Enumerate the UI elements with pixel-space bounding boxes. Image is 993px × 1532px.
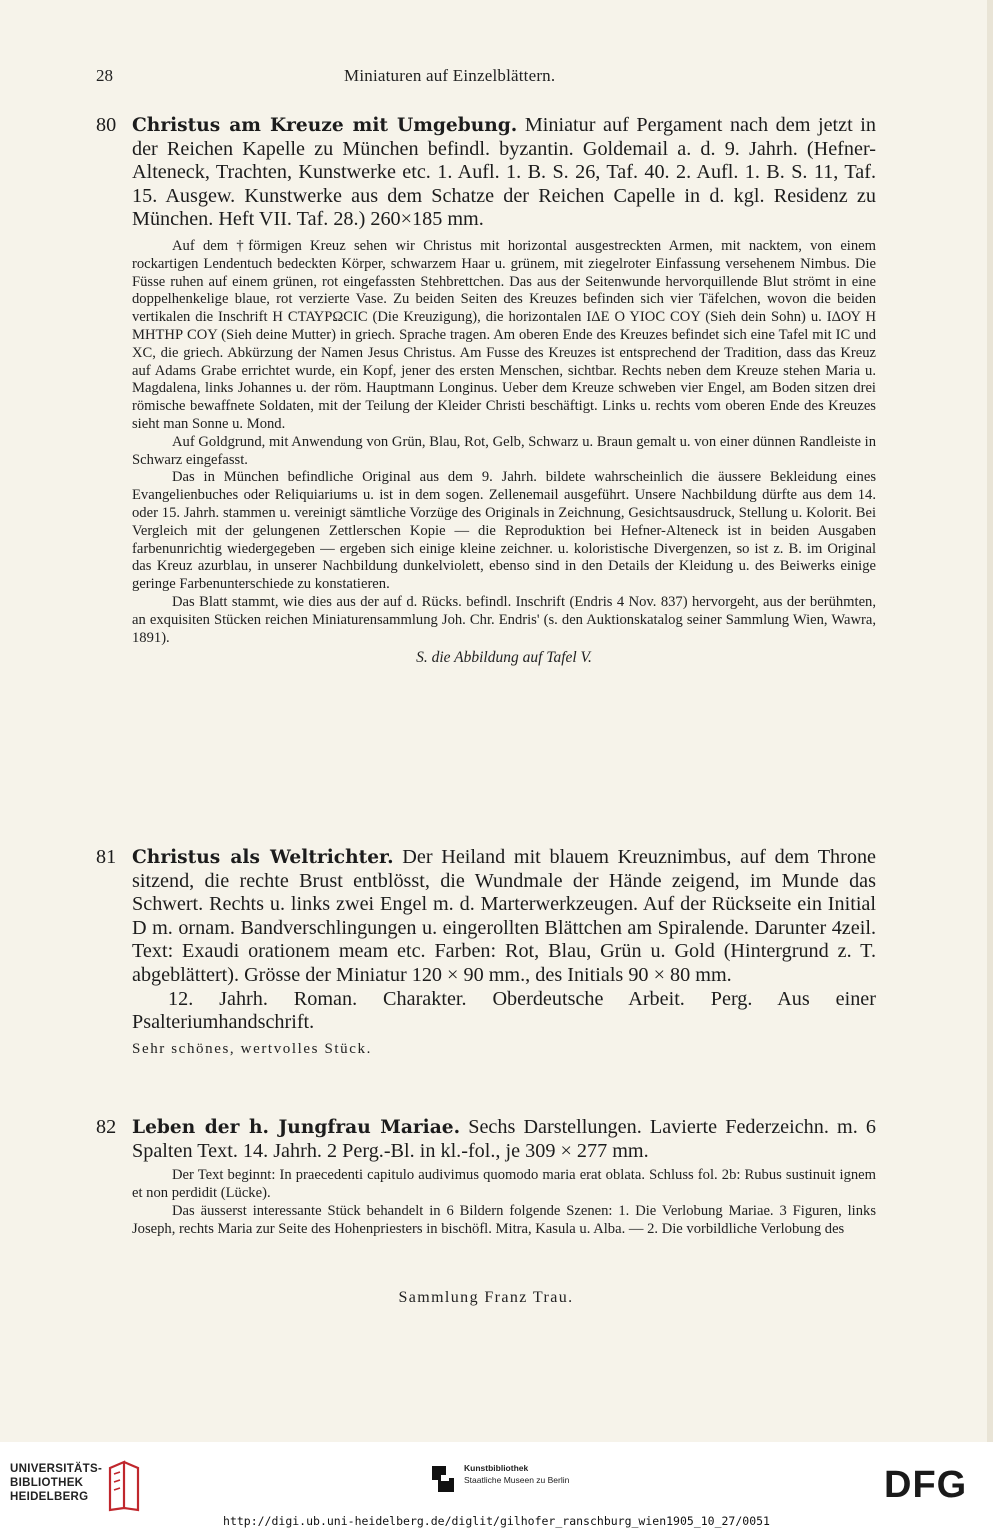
entry-number: 82 — [96, 1116, 117, 1138]
entry-note: Sehr schönes, wertvolles Stück. — [132, 1040, 372, 1057]
entry-intro: Der Heiland mit blauem Kreuznimbus, auf dem Throne sitzend, die rechte Brust entblösst, die Wundmale der Hände zeigend, im Munde das Schwert. Rechts u. links zwei Engel m. d. Marterwerkzeugen. Auf der Rückseite ein Initial D m. ornam. Bandverschlingungen u. eingerollten Blättchen am Spiralende. Darunter 4zeil. Text: Exaudi orationem meam etc. Farben: Rot, Blau, Grün u. Gold (Hintergrund z. T. abgeblättert). Grösse der Miniatur 120 × 90 mm., des Initials 90 × 80 mm. — [132, 846, 876, 986]
entry-title: Christus als Weltrichter. — [132, 847, 394, 868]
dfg-logo[interactable]: DFG — [884, 1464, 968, 1506]
page-number: 28 — [96, 66, 113, 85]
ub-logo-text: UNIVERSITÄTS- BIBLIOTHEK HEIDELBERG — [10, 1463, 103, 1503]
entry-80 — [96, 114, 876, 667]
entry-intro: Sechs Darstellungen. Lavierte Federzeichn. m. 6 Spalten Text. 14. Jahrh. 2 Perg.-Bl. in kl.-fol., je 309 × 277 mm. — [132, 1116, 876, 1162]
entry-title: Christus am Kreuze mit Umgebung. — [132, 115, 518, 136]
entry-number: 81 — [96, 846, 117, 868]
entry-number: 80 — [96, 114, 117, 136]
running-title: Miniaturen auf Einzelblättern. — [344, 66, 556, 85]
kb-subtitle: Staatliche Museen zu Berlin — [464, 1475, 570, 1485]
entry-description — [132, 238, 876, 647]
paragraph: Das Blatt stammt, wie dies aus der auf d. Rücks. befindl. Inschrift (Endris 4 Nov. 837) hervorgeht, aus der berühmten, an exquisiten Stücken reichen Miniaturensammlung Joh. Chr. Endris' (s. den Auktionskatalog seiner Sammlung Wien, Wawra, 1891). — [132, 593, 876, 646]
kb-logo-mark-icon — [430, 1464, 458, 1494]
paragraph: Auf dem †förmigen Kreuz sehen wir Christus mit horizontal ausgestreckten Armen, mit nacktem, von einem rockartigen Lendentuch bedeckten Körper, schwarzem Haar u. grünem, mit ziegelroter Einfassung versehenem Nimbus. Die Füsse ruhen auf einem grünen, rot eingefassten Stehbrettchen. Das aus der Seitenwunde hervorquillende Blut strömt in eine doppelhenkelige blaue, rot verzierte Vase. Zu beiden Seiten des Kreuzes befinden sich vier Täfelchen, wovon die beiden vertikalen die Inschrift Η CΤΑΥΡΩCΙC (Die Kreuzigung), die horizontalen ΙΔΕ Ο ΥΙΟC COΥ (Sieh dein Sohn) u. ΙΔΟΥ Η ΜΗΤΗΡ COΥ (Sieh deine Mutter) in griech. Sprache tragen. Am oberen Ende des Kreuzes befindet sich eine Tafel mit ΙC und ΧC, die griech. Abkürzung der Namen Jesus Christus. Am Fusse des Kreuzes ist entsprechend der Tradition, dass das Kreuz auf Adams Grabe errichtet wurde, ein Kopf, jener des ersten Menschen, sichtbar. Rechts neben dem Kreuze stehen Maria u. Magdalena, links Johannes u. der röm. Hauptmann Longinus. Ueber dem Kreuze schweben vier Engel, am Boden sitzen drei römische bewaffnete Soldaten, mit der Teilung der Kleider Christi beschäftigt. Links u. rechts vom oberen Ende des Kreuzes sieht man Sonne u. Mond. — [132, 237, 876, 432]
kunstbibliothek-logo[interactable] — [430, 1460, 630, 1500]
digitization-footer — [0, 1442, 993, 1532]
entry-82 — [96, 1116, 876, 1238]
ub-logo-mark-icon — [106, 1458, 146, 1514]
collection-line: Sammlung Franz Trau. — [398, 1289, 574, 1306]
entry-dating: 12. Jahrh. Roman. Charakter. Oberdeutsche Arbeit. Perg. Aus einer Psalteriumhandschrift. — [132, 987, 876, 1034]
entry-title: Leben der h. Jungfrau Mariae. — [132, 1117, 461, 1138]
kb-name: Kunstbibliothek — [464, 1463, 529, 1473]
plate-reference: S. die Abbildung auf Tafel V. — [416, 649, 592, 667]
entry-81 — [96, 846, 876, 1058]
paragraph: Das äusserst interessante Stück behandelt in 6 Bildern folgende Szenen: 1. Die Verlobung Mariae. 3 Figuren, links Joseph, rechts Maria zur Seite des Hohenpriesters in bischöfl. Mitra, Kasula u. Alba. — 2. Die vorbildliche Verlobung des — [132, 1202, 876, 1237]
ub-heidelberg-logo[interactable] — [10, 1458, 150, 1514]
entry-description — [132, 1167, 876, 1238]
paragraph: Auf Goldgrund, mit Anwendung von Grün, Blau, Rot, Gelb, Schwarz u. Braun gemalt u. von einer dünnen Randleiste in Schwarz eingefasst. — [132, 433, 876, 468]
paragraph: Der Text beginnt: In praecedenti capitulo audivimus quomodo maria erat oblata. Schluss fol. 2b: Rubus sustinuit ignem et non perdidit (Lücke). — [132, 1167, 876, 1201]
permalink-url[interactable]: http://digi.ub.uni-heidelberg.de/diglit/gilhofer_ranschburg_wien1905_10_27/0051 — [223, 1514, 770, 1528]
entry-intro: Miniatur auf Pergament nach dem jetzt in der Reichen Kapelle zu München befindl. byzantin. Goldemail a. d. 9. Jahrh. (Hefner-Alteneck, Trachten, Kunstwerke etc. 1. Aufl. 1. B. S. 26, Taf. 40. 2. Aufl. 1. B. S. 11, Taf. 15. Ausgew. Kunstwerke aus dem Schatze der Reichen Capelle in d. kgl. Residenz zu München. Heft VII. Taf. 28.) 260×185 mm. — [132, 114, 877, 231]
paragraph: Das in München befindliche Original aus dem 9. Jahrh. bildete wahrscheinlich die äussere Bekleidung eines Evangelienbuches oder Reliquiariums u. ist in dem sogen. Zellenemail ausgeführt. Unsere Nachbildung dürfte aus dem 14. oder 15. Jahrh. stammen u. vereinigt sämtliche Vorzüge des Originals in Zeichnung, Gesichtsausdruck, Stellung u. Kolorit. Bei Vergleich mit der gelungenen Zettlerschen Kopie — die Reproduktion bei Hefner-Alteneck ist in beiden Ausgaben farbenunrichtig wiedergegeben — ergeben sich einige kleine zeichner. u. koloristische Divergenzen, so ist z. B. im Original das Kreuz azurblau, in unserer Nachbildung dunkelviolett, ebenso sind in den Details der Kleidung u. des Beiwerks einige geringe Farbenunterschiede zu konstatieren. — [132, 469, 876, 593]
